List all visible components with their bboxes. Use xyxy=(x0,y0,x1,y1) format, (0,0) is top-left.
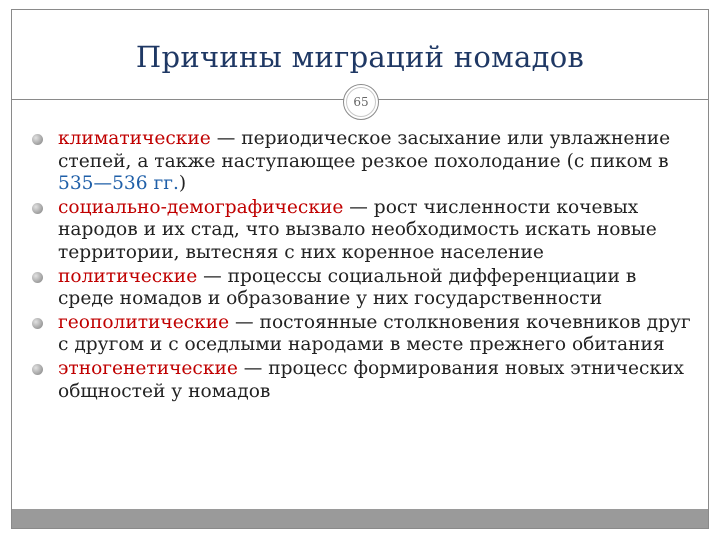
bullet-icon xyxy=(32,318,43,329)
causes-list xyxy=(32,128,692,404)
cause-term: политические xyxy=(58,265,198,287)
cause-description-end: ) xyxy=(178,173,187,195)
cause-description: — периодическое засыхание или увлажнение степей, а также наступающее резкое похолодание (с пиком в xyxy=(58,128,671,172)
bullet-icon xyxy=(32,134,43,145)
cause-term: климатические xyxy=(58,128,211,149)
bullet-icon xyxy=(32,364,43,375)
date-highlight: 535—536 гг. xyxy=(58,173,179,195)
bullet-icon xyxy=(32,272,43,283)
list-item xyxy=(32,197,692,265)
list-item xyxy=(32,358,692,403)
cause-term: социально-демографические xyxy=(58,196,344,218)
list-item xyxy=(32,312,692,357)
list-item xyxy=(32,128,692,196)
page-number: 65 xyxy=(353,95,369,109)
cause-term: геополитические xyxy=(58,311,230,333)
cause-description: — постоянные столкновения кочевников друг с другом и с оседлыми народами в месте прежнего обитания xyxy=(58,311,691,356)
cause-description: — рост численности кочевых народов и их стад, что вызвало необходимость искать новые территории, вытесняя с них коренное население xyxy=(58,196,657,263)
page-number-badge xyxy=(343,84,379,120)
slide xyxy=(11,9,709,529)
cause-description: — процесс формирования новых этнических общностей у номадов xyxy=(58,357,684,402)
bullet-icon xyxy=(32,203,43,214)
slide-title: Причины миграций номадов xyxy=(135,40,585,74)
cause-description: — процессы социальной дифференциации в среде номадов и образование у них государственности xyxy=(58,265,637,310)
cause-term: этногенетические xyxy=(58,357,238,379)
footer-bar xyxy=(12,509,708,528)
list-item xyxy=(32,266,692,311)
